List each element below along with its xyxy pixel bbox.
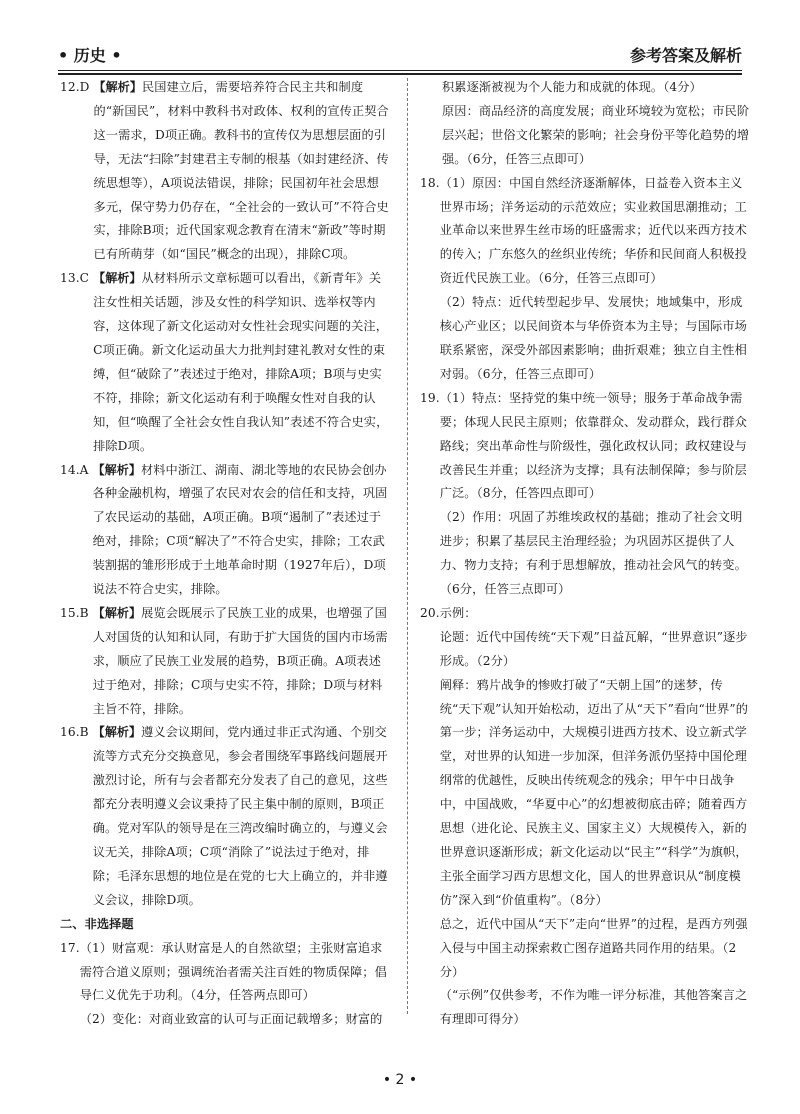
left-column [60, 76, 390, 1032]
analysis-tag: 【解析】 [92, 725, 142, 740]
answer-number: 12.D [60, 80, 94, 94]
analysis-body: 展览会既展示了民族工业的成果，也增强了国人对国货的认知和认同，有助于扩大国货的国内市场需求，顺应了民族工业发展的趋势，B项正确。A项表述过于绝对，排除；C项与史实不符，排除；D项与材料主旨不符，排除。 [92, 605, 388, 716]
answer-number: 16.B [60, 725, 93, 740]
analysis-tag: 【解析】 [92, 605, 142, 620]
answer-part-2: （2）作用：巩固了苏维埃政权的基础；推动了社会文明进步；积累了基层民主治理经验；为巩固苏区提供了人力、物力支持；有利于思想解放，推动社会风气的转变。（6分，任答三点即可） [439, 510, 747, 597]
answer-item-20 [420, 602, 750, 1032]
column-divider [407, 78, 408, 1014]
answer-part-2: （2）特点：近代转型起步早、发展快；地域集中，形成核心产业区；以民间资本与华侨资本为主导；与国际市场联系紧密，深受外部因素影响；曲折艰难；独立自主性相对弱。（6分，任答三点即可） [439, 295, 747, 381]
answer-number: 18. [420, 175, 440, 190]
section-heading: 二、非选择题 [60, 916, 134, 931]
answer-text [94, 76, 390, 267]
header-rule-thick [58, 73, 742, 75]
example-summary: 总之，近代中国从“天下”走向“世界”的过程，是西方列强入侵与中国主动探索救亡图存道路共同作用的结果。（2分） [439, 916, 748, 979]
answer-text [440, 172, 750, 387]
answer-number: 20. [420, 605, 440, 620]
answer-number: 19. [420, 390, 440, 405]
answer-item-17 [60, 937, 390, 1033]
answer-text [440, 387, 750, 602]
answer-text [93, 267, 390, 458]
page-number: • 2 • [382, 1072, 418, 1088]
example-thesis: 论题：近代中国传统“天下观”日益瓦解，“世界意识”逐步形成。（2分） [439, 629, 748, 668]
answer-text [440, 602, 750, 1032]
answer-number: 15.B [60, 605, 93, 620]
answer-part-1: （1）特点：坚持党的集中统一领导；服务于革命战争需要；体现人民民主原则；依靠群众、发动群众，践行群众路线；突出革命性与阶级性，强化政权认同；政权建设与改善民生并重；以经济为支撑；具有法制保障；参与阶层广泛。（8分，任答四点即可） [439, 390, 747, 501]
answer-number: 13.C [60, 271, 94, 286]
answer-item-14 [60, 459, 390, 602]
answer-number: 17. [60, 940, 80, 955]
answer-item-13 [60, 267, 390, 458]
analysis-tag: 【解析】 [92, 462, 141, 477]
page-header [58, 40, 742, 68]
analysis-body: 民国建立后，需要培养符合民主共和制度的“新国民”，材料中教科书对政体、权利的宣传正契合这一需求，D项正确。教科书的宣传仅为思想层面的引导，无法“扫除”封建君主专制的根基（如封建经济、传统思想等），A项说法错误，排除；民国初年社会思想多元，保守势力仍存在，“全社会的一致认可”不符合史实，排除B项；近代国家观念教育在清末“新政”等时期已有所萌芽（如“国民”概念的出现），排除C项。 [93, 80, 389, 262]
answer-item-15 [60, 602, 390, 722]
analysis-tag: 【解析】 [93, 80, 142, 94]
answer-item-18 [420, 172, 750, 387]
answer-part-1: （1）原因：中国自然经济逐渐解体，日益卷入资本主义世界市场；洋务运动的示范效应；实业救国思潮推动；工业革命以来世界生丝市场的旺盛需求；近代以来西方技术的传入；广东悠久的丝织业传统；华侨和民间商人积极投资近代民族工业。（6分，任答三点即可） [439, 175, 747, 286]
answer-text [80, 937, 390, 1033]
answer-17-continued: 积累逐渐被视为个人能力和成就的体现。（4分） [442, 80, 702, 94]
answer-part-1: （1）财富观：承认财富是人的自然欲望；主张财富追求需符合道义原则；强调统治者需关注百姓的物质保障；倡导仁义优先于功利。（4分，任答两点即可） [79, 940, 387, 1003]
analysis-tag: 【解析】 [93, 271, 142, 286]
answer-item-12 [60, 76, 390, 267]
subject-label: • 历史 • [58, 45, 122, 65]
answer-number: 14.A [60, 462, 93, 477]
header-rule-thin [58, 70, 742, 71]
analysis-body: 遵义会议期间，党内通过非正式沟通、个别交流等方式充分交换意见，参会者围绕军事路线问题展开激烈讨论，所有与会者都充分发表了自己的意见，这些都充分表明遵义会议秉持了民主集中制的原则，B项正确。党对军队的领导是在三湾改编时确立的，与遵义会议无关，排除A项；C项“消除了”说法过于绝对，排除；毛泽东思想的地位是在党的七大上确立的，并非遵义会议，排除D项。 [92, 725, 388, 907]
answer-text [93, 459, 390, 602]
answer-17-reason: 原因：商品经济的高度发展；商业环境较为宽松；市民阶层兴起；世俗文化繁荣的影响；社会身份平等化趋势的增强。（6分，任答三点即可） [442, 103, 750, 166]
right-column [420, 76, 750, 1032]
answer-item-19 [420, 387, 750, 602]
example-heading: 示例： [439, 605, 477, 620]
answer-item-16 [60, 721, 390, 912]
answer-part-2: （2）变化：对商业致富的认可与正面记载增多；财富的 [79, 1012, 383, 1027]
section-title: 参考答案及解析 [629, 45, 742, 65]
scoring-note: （“示例”仅供参考，不作为唯一评分标准，其他答案言之有理即可得分） [439, 988, 748, 1027]
analysis-body: 材料中浙江、湖南、湖北等地的农民协会创办各种金融机构，增强了农民对农会的信任和支持，巩固了农民运动的基础，A项正确。B项“遏制了”表述过于绝对，排除；C项“解决了”不符合史实，排除；工农武装割据的雏形形成于土地革命时期（1927年后），D项说法不符合史实，排除。 [92, 462, 388, 597]
example-argument: 阐释：鸦片战争的惨败打破了“天朝上国”的迷梦，传统“天下观”认知开始松动，迈出了从“天下”看向“世界”的第一步；洋务运动中，大规模引进西方技术、设立新式学堂，对世界的认知进一步加深，但洋务派仍坚持中国伦理纲常的优越性，反映出传统观念的残余；甲午中日战争中，中国战败，“华夏中心”的幻想被彻底击碎；随着西方思想（进化论、民族主义、国家主义）大规模传入，新的世界意识逐渐形成；新文化运动以“民主”“科学”为旗帜，主张全面学习西方思想文化，国人的世界意识从“制度模仿”深入到“价值重构”。（8分） [439, 677, 748, 907]
answer-text [93, 602, 390, 722]
analysis-body: 从材料所示文章标题可以看出，《新青年》关注女性相关话题，涉及女性的科学知识、选举权等内容，这体现了新文化运动对女性社会现实问题的关注，C项正确。新文化运动虽大力批判封建礼教对女性的束缚，但“破除了”表述过于绝对，排除A项；B项与史实不符，排除；新文化运动有利于唤醒女性对自我的认知，但“唤醒了全社会女性自我认知”表述不符合史实，排除D项。 [93, 271, 389, 453]
answer-text [93, 721, 390, 912]
